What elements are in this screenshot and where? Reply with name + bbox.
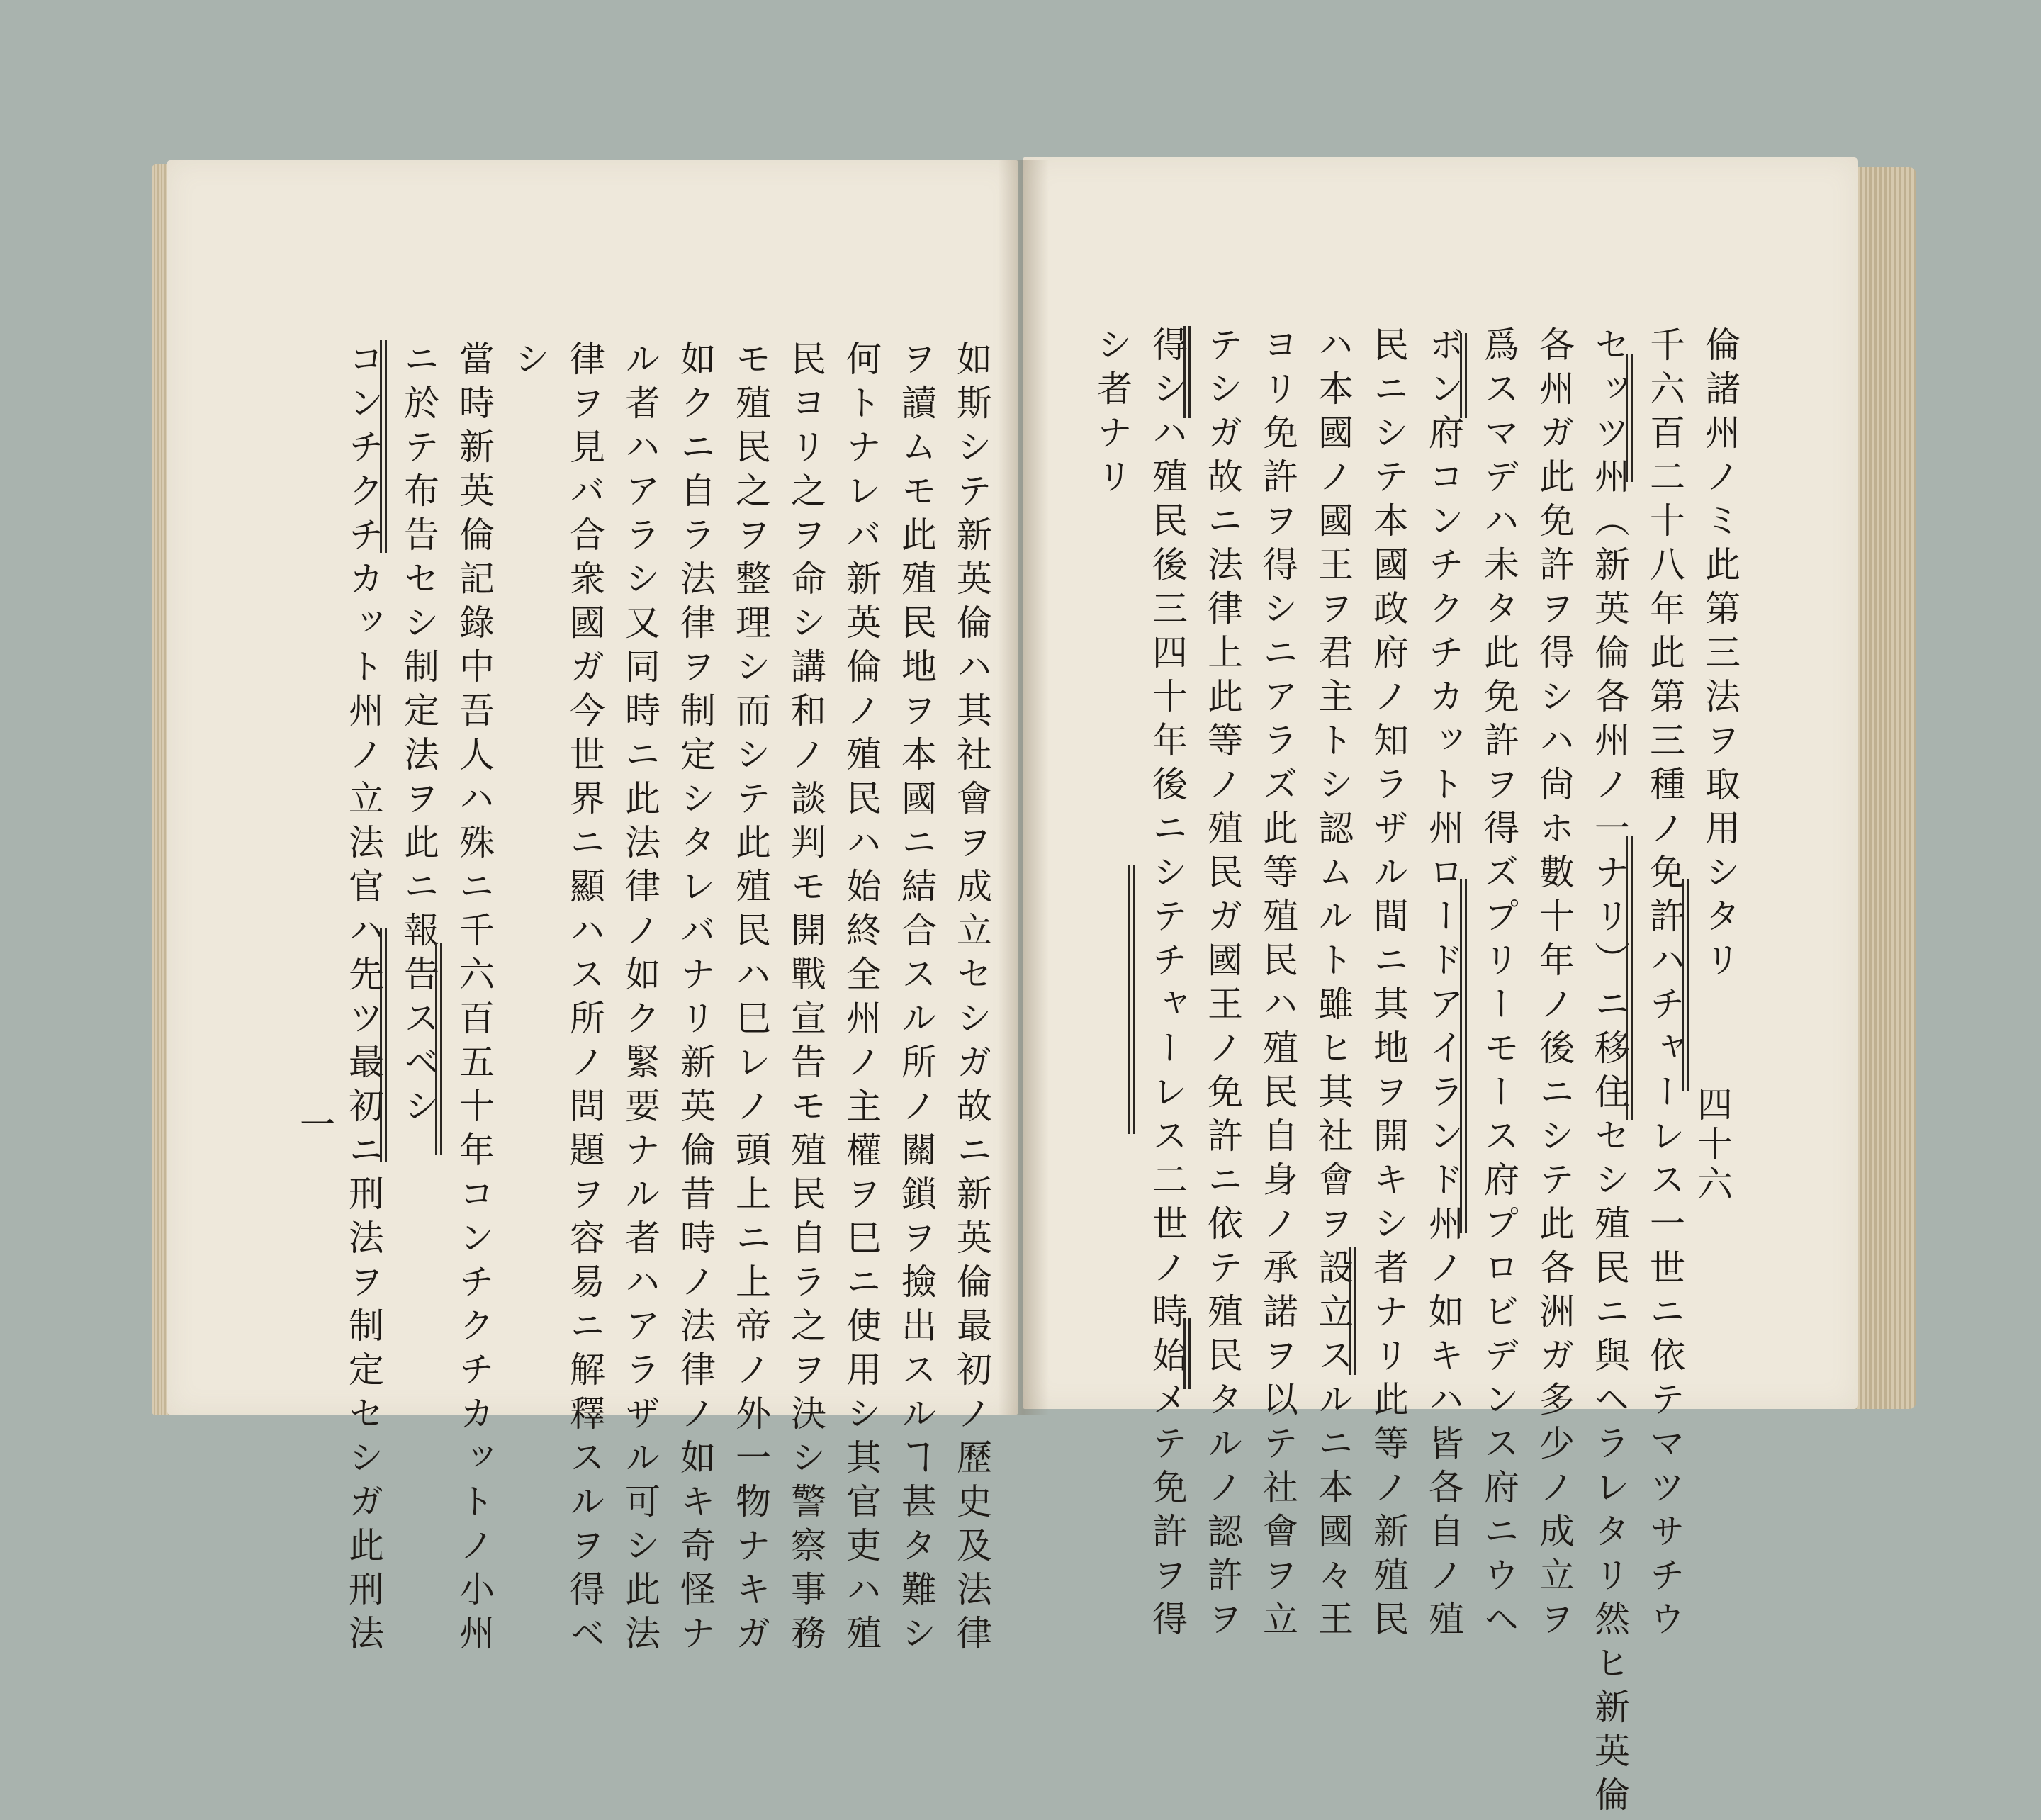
- text-line: ボン府コンチクチカット州ロードアイランド州ノ如キハ皆各自ノ殖: [1423, 326, 1464, 1644]
- proper-noun-rule: [380, 928, 387, 1162]
- text-line: モ殖民之ヲ整理シ而シテ此殖民ハ巳レノ頭上ニ上帝ノ外一物ナキガ: [730, 340, 771, 1658]
- text-line: 律ヲ見バ合衆國ガ今世界ニ顯ハス所ノ問題ヲ容易ニ解釋スルヲ得ベ: [564, 340, 605, 1658]
- proper-noun-rule: [1183, 326, 1191, 418]
- text-line: 民ヨリ之ヲ命シ講和ノ談判モ開戰宣告モ殖民自ラ之ヲ決シ警察事務: [785, 340, 826, 1658]
- proper-noun-rule: [1128, 865, 1135, 1134]
- text-line: ル者ハアラシ又同時ニ此法律ノ如ク緊要ナル者ハアラザル可シ此法: [619, 340, 660, 1658]
- text-line: 得シハ殖民後三四十年後ニシテチャーレス二世ノ時始メテ免許ヲ得: [1147, 326, 1188, 1644]
- proper-noun-rule: [1626, 354, 1633, 482]
- text-line: コンチクチカット州ノ立法官ハ先ツ最初ニ刑法ヲ制定セシガ此刑法: [343, 340, 384, 1658]
- text-line: テシガ故ニ法律上此等ノ殖民ガ國王ノ免許ニ依テ殖民タルノ認許ヲ: [1202, 326, 1243, 1644]
- text-line: 如クニ自ラ法律ヲ制定シタレバナリ新英倫昔時ノ法律ノ如キ奇怪ナ: [675, 340, 716, 1658]
- text-line: 倫諸州ノミ此第三法ヲ取用シタリ: [1699, 326, 1741, 985]
- text-line: シ: [509, 340, 550, 384]
- text-line: 千六百二十八年此第三種ノ免許ハチャーレス一世ニ依テマツサチウ: [1644, 326, 1685, 1644]
- proper-noun-rule: [1626, 836, 1633, 1120]
- text-line: 當時新英倫記錄中吾人ハ殊ニ千六百五十年コンチクチカットノ小州: [454, 340, 495, 1658]
- text-line: ハ本國ノ國王ヲ君主トシ認ムルト雖ヒ其社會ヲ設立スルニ本國々王: [1312, 326, 1354, 1644]
- page-number-right: 四十六: [1692, 1086, 1733, 1205]
- text-line: シ者ナリ: [1091, 326, 1132, 502]
- text-line: 各州ガ此免許ヲ得シハ尙ホ數十年ノ後ニシテ此各洲ガ多少ノ成立ヲ: [1534, 326, 1575, 1644]
- proper-noun-rule: [1460, 879, 1467, 1233]
- text-line: 爲スマデハ未タ此免許ヲ得ズプリーモース府プロビデンス府ニウヘ: [1478, 326, 1519, 1644]
- text-line: ヨリ免許ヲ得シニアラズ此等殖民ハ殖民自身ノ承諾ヲ以テ社會ヲ立: [1257, 326, 1298, 1644]
- book-gutter: [998, 160, 1049, 1415]
- text-line: 何トナレバ新英倫ノ殖民ハ始終全州ノ主權ヲ巳ニ使用シ其官吏ハ殖: [840, 340, 882, 1658]
- proper-noun-rule: [380, 340, 387, 553]
- text-line: 如斯シテ新英倫ハ其社會ヲ成立セシガ故ニ新英倫最初ノ歷史及法律: [951, 340, 992, 1658]
- proper-noun-rule: [1682, 879, 1689, 1091]
- proper-noun-rule: [1183, 1318, 1191, 1389]
- proper-noun-rule: [1460, 333, 1467, 418]
- page-number-left: 一: [294, 1106, 335, 1145]
- text-line: 民ニシテ本國政府ノ知ラザル間ニ其地ヲ開キシ者ナリ此等ノ新殖民: [1368, 326, 1409, 1644]
- text-line: ニ於テ布告セシ制定法ヲ此ニ報告スベシ: [398, 340, 439, 1131]
- proper-noun-rule: [435, 943, 442, 1155]
- text-line: ヲ讀ムモ此殖民地ヲ本國ニ結合スル所ノ關鎖ヲ撿出スルヿ甚タ難シ: [896, 340, 937, 1658]
- proper-noun-rule: [1349, 1247, 1356, 1375]
- text-line: セッツ州（新英倫各州ノ一ナリ）ニ移住セシ殖民ニ與ヘラレタリ然ヒ新英倫: [1589, 326, 1630, 1820]
